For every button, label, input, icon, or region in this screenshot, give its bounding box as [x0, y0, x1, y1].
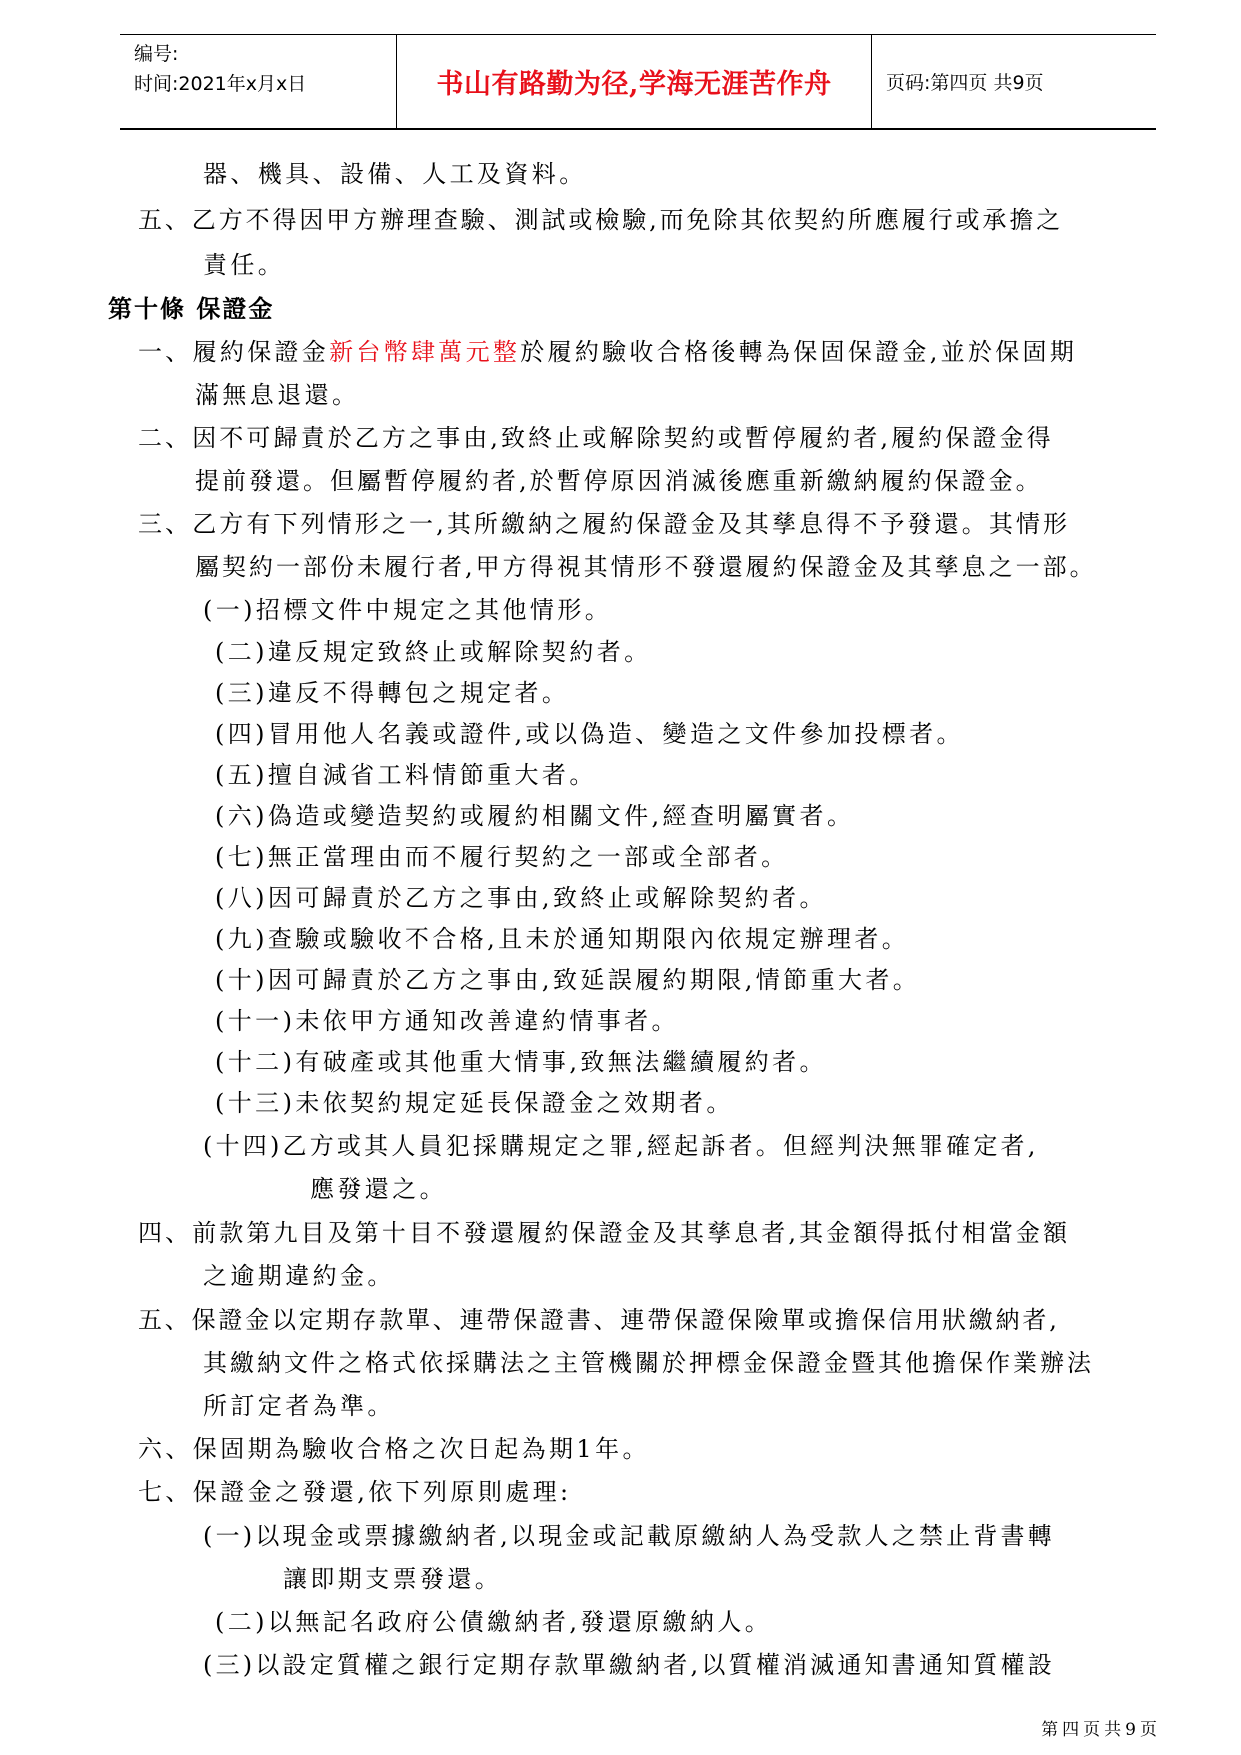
text-line: 器、機具、設備、人工及資料。: [203, 160, 587, 188]
header-time-label: 时间:2021年x月x日: [134, 73, 307, 95]
text-line: 二、因不可歸責於乙方之事由,致終止或解除契約或暫停履約者,履約保證金得: [138, 424, 1054, 452]
text-segment: 一、履約保證金: [138, 338, 330, 366]
text-line: 五、保證金以定期存款單、連帶保證書、連帶保證保險單或擔保信用狀繳納者,: [138, 1306, 1060, 1334]
list-item: (一)招標文件中規定之其他情形。: [203, 596, 613, 624]
text-line: 其繳納文件之格式依採購法之主管機關於押標金保證金暨其他擔保作業辦法: [203, 1349, 1094, 1377]
list-item: (七)無正當理由而不履行契約之一部或全部者。: [215, 843, 789, 871]
text-line: 提前發還。但屬暫停履約者,於暫停原因消滅後應重新繳納履約保證金。: [195, 467, 1043, 495]
text-segment: 於履約驗收合格後轉為保固保證金,並於保固期: [520, 338, 1078, 366]
text-line: 屬契約一部份未履行者,甲方得視其情形不發還履約保證金及其孳息之一部。: [195, 553, 1097, 581]
list-item: (八)因可歸責於乙方之事由,致終止或解除契約者。: [215, 884, 827, 912]
section-heading: 第十條 保證金: [108, 295, 275, 323]
list-item: (十二)有破產或其他重大情事,致無法繼續履約者。: [215, 1048, 827, 1076]
list-item: (三)以設定質權之銀行定期存款單繳納者,以質權消滅通知書通知質權設: [203, 1651, 1055, 1679]
list-item: (十四)乙方或其人員犯採購規定之罪,經起訴者。但經判決無罪確定者,: [203, 1132, 1039, 1160]
text-line: 讓即期支票發還。: [283, 1565, 503, 1593]
text-line: 責任。: [203, 251, 286, 279]
text-line: 七、保證金之發還,依下列原則處理:: [138, 1478, 572, 1506]
list-item: (五)擅自減省工料情節重大者。: [215, 761, 597, 789]
header-motto: 书山有路勤为径,学海无涯苦作舟: [397, 35, 872, 129]
list-item: (四)冒用他人名義或證件,或以偽造、變造之文件參加投標者。: [215, 720, 964, 748]
list-item: (十一)未依甲方通知改善違約情事者。: [215, 1007, 679, 1035]
text-line: 三、乙方有下列情形之一,其所繳納之履約保證金及其孳息得不予發還。其情形: [138, 510, 1071, 538]
text-line: 五、乙方不得因甲方辦理查驗、測試或檢驗,而免除其依契約所應履行或承擔之: [138, 206, 1064, 234]
list-item: (十三)未依契約規定延長保證金之效期者。: [215, 1089, 734, 1117]
text-line: 所訂定者為準。: [203, 1392, 395, 1420]
list-item: (九)查驗或驗收不合格,且未於通知期限內依規定辦理者。: [215, 925, 910, 953]
amount-highlight: 新台幣肆萬元整: [329, 338, 521, 366]
text-line: 滿無息退還。: [195, 381, 360, 409]
list-item: (一)以現金或票據繳納者,以現金或記載原繳納人為受款人之禁止背書轉: [203, 1522, 1055, 1550]
text-line: 四、前款第九目及第十目不發還履約保證金及其孳息者,其金額得抵付相當金額: [138, 1219, 1071, 1247]
text-line: [138, 337, 1077, 367]
list-item: (二)以無記名政府公債繳納者,發還原繳納人。: [215, 1608, 773, 1636]
header-page-info: 页码:第四页 共9页: [872, 35, 1157, 129]
page-footer: 第四页共9页: [1041, 1720, 1161, 1740]
text-line: 應發還之。: [310, 1175, 447, 1203]
list-item: (三)違反不得轉包之規定者。: [215, 679, 570, 707]
text-line: 六、保固期為驗收合格之次日起為期1年。: [138, 1435, 650, 1463]
list-item: (二)違反規定致終止或解除契約者。: [215, 638, 652, 666]
header-number-label: 编号:: [134, 43, 179, 65]
list-item: (十)因可歸責於乙方之事由,致延誤履約期限,情節重大者。: [215, 966, 921, 994]
list-item: (六)偽造或變造契約或履約相關文件,經查明屬實者。: [215, 802, 855, 830]
text-line: 之逾期違約金。: [203, 1262, 395, 1290]
